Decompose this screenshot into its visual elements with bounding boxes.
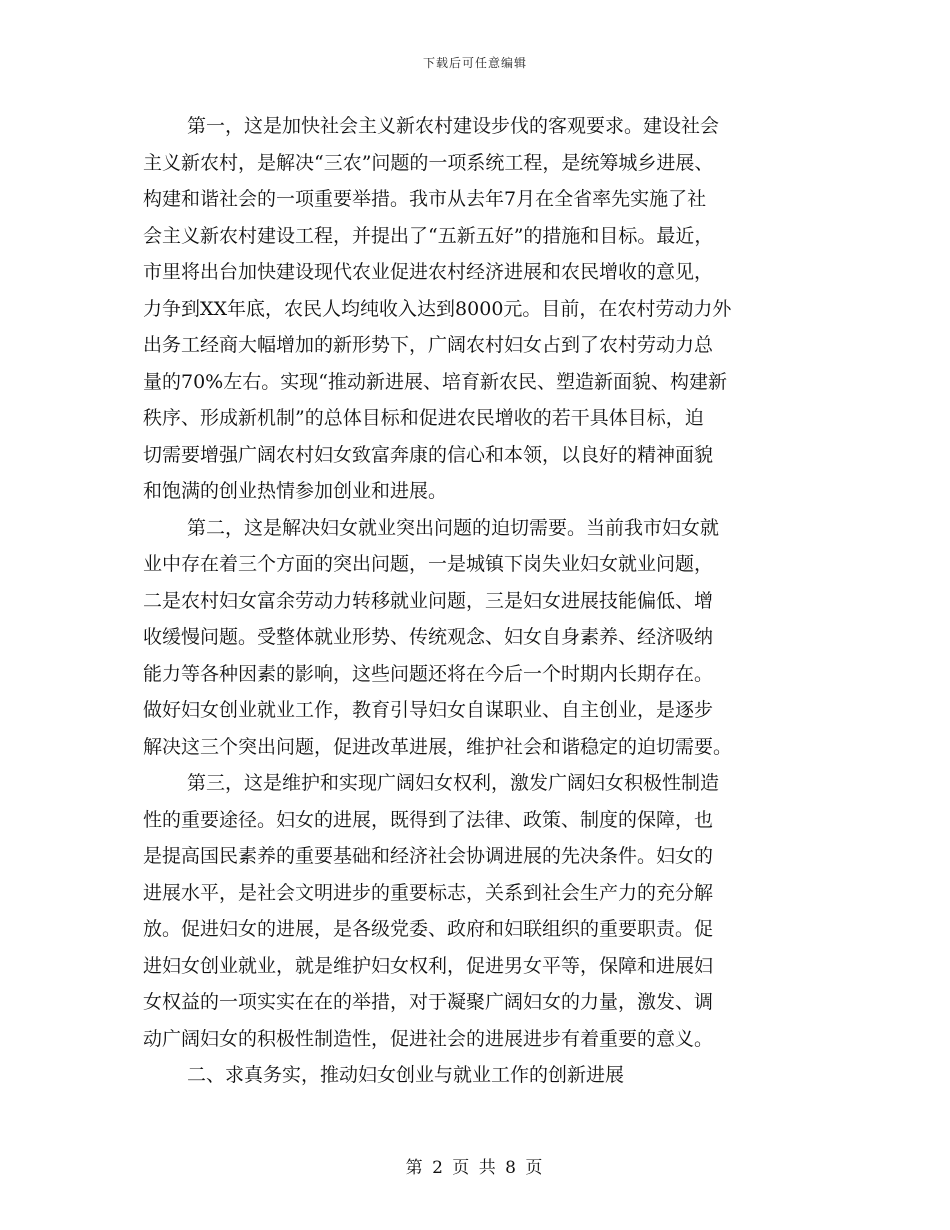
- text-line: 业中存在着三个方面的突出问题，一是城镇下岗失业妇女就业问题，: [143, 553, 714, 575]
- text-line: 性的重要途径。妇女的进展，既得到了法律、政策、制度的保障，也: [143, 808, 714, 831]
- text-line: 会主义新农村建设工程，并提出了“五新五好”的措施和目标。最近，: [143, 224, 714, 247]
- text-line: 市里将出台加快建设现代农业促进农村经济进展和农民增收的意见，: [143, 261, 714, 283]
- text-line: 进妇女创业就业，就是维护妇女权利，促进男女平等，保障和进展妇: [143, 954, 714, 977]
- text-line: 量的70%左右。实现“推动新进展、培育新农民、塑造新面貌、构建新: [143, 370, 727, 393]
- text-line: 放。促进妇女的进展，是各级党委、政府和妇联组织的重要职责。促: [143, 918, 714, 940]
- text-line: 力争到XX年底，农民人均纯收入达到8000元。目前，在农村劳动力外: [143, 297, 732, 320]
- text-line: 二是农村妇女富余劳动力转移就业问题，三是妇女进展技能偏低、增: [143, 589, 714, 612]
- text-line: 动广阔妇女的积极性制造性，促进社会的进展进步有着重要的意义。: [143, 1027, 714, 1050]
- text-line: 第三，这是维护和实现广阔妇女权利，激发广阔妇女积极性制造: [187, 772, 720, 794]
- text-line: 能力等各种因素的影响，这些问题还将在今后一个时期内长期存在。: [143, 662, 714, 685]
- document-body: [143, 108, 811, 1094]
- text-line: 秩序、形成新机制”的总体目标和促进农民增收的若干具体目标，迫: [143, 407, 704, 429]
- text-line: 收缓慢问题。受整体就业形势、传统观念、妇女自身素养、经济吸纳: [143, 626, 714, 648]
- page-footer: 第 2 页 共 8 页: [405, 1158, 545, 1178]
- text-line: 做好妇女创业就业工作，教育引导妇女自谋职业、自主创业，是逐步: [143, 699, 714, 721]
- section-heading: 二、求真务实，推动妇女创业与就业工作的创新进展: [187, 1064, 625, 1086]
- text-line: 出务工经商大幅增加的新形势下，广阔农村妇女占到了农村劳动力总: [143, 334, 714, 356]
- page-header: 下载后可任意编辑: [422, 56, 527, 70]
- text-line: 解决这三个突出问题，促进改革进展，维护社会和谐稳定的迫切需要。: [143, 735, 733, 758]
- text-line: 进展水平，是社会文明进步的重要标志，关系到社会生产力的充分解: [143, 881, 714, 904]
- text-line: 和饱满的创业热情参加创业和进展。: [143, 480, 448, 502]
- text-line: 切需要增强广阔农村妇女致富奔康的信心和本领，以良好的精神面貌: [143, 443, 714, 466]
- text-line: 是提高国民素养的重要基础和经济社会协调进展的先决条件。妇女的: [143, 845, 714, 867]
- text-line: 构建和谐社会的一项重要举措。我市从去年7月在全省率先实施了社: [143, 188, 707, 210]
- text-line: 女权益的一项实实在在的举措，对于凝聚广阔妇女的力量，激发、调: [143, 991, 714, 1013]
- text-line: 第一，这是加快社会主义新农村建设步伐的客观要求。建设社会: [187, 115, 720, 137]
- text-line: 主义新农村，是解决“三农”问题的一项系统工程，是统筹城乡进展、: [143, 151, 714, 174]
- text-line: 第二，这是解决妇女就业突出问题的迫切需要。当前我市妇女就: [187, 516, 720, 539]
